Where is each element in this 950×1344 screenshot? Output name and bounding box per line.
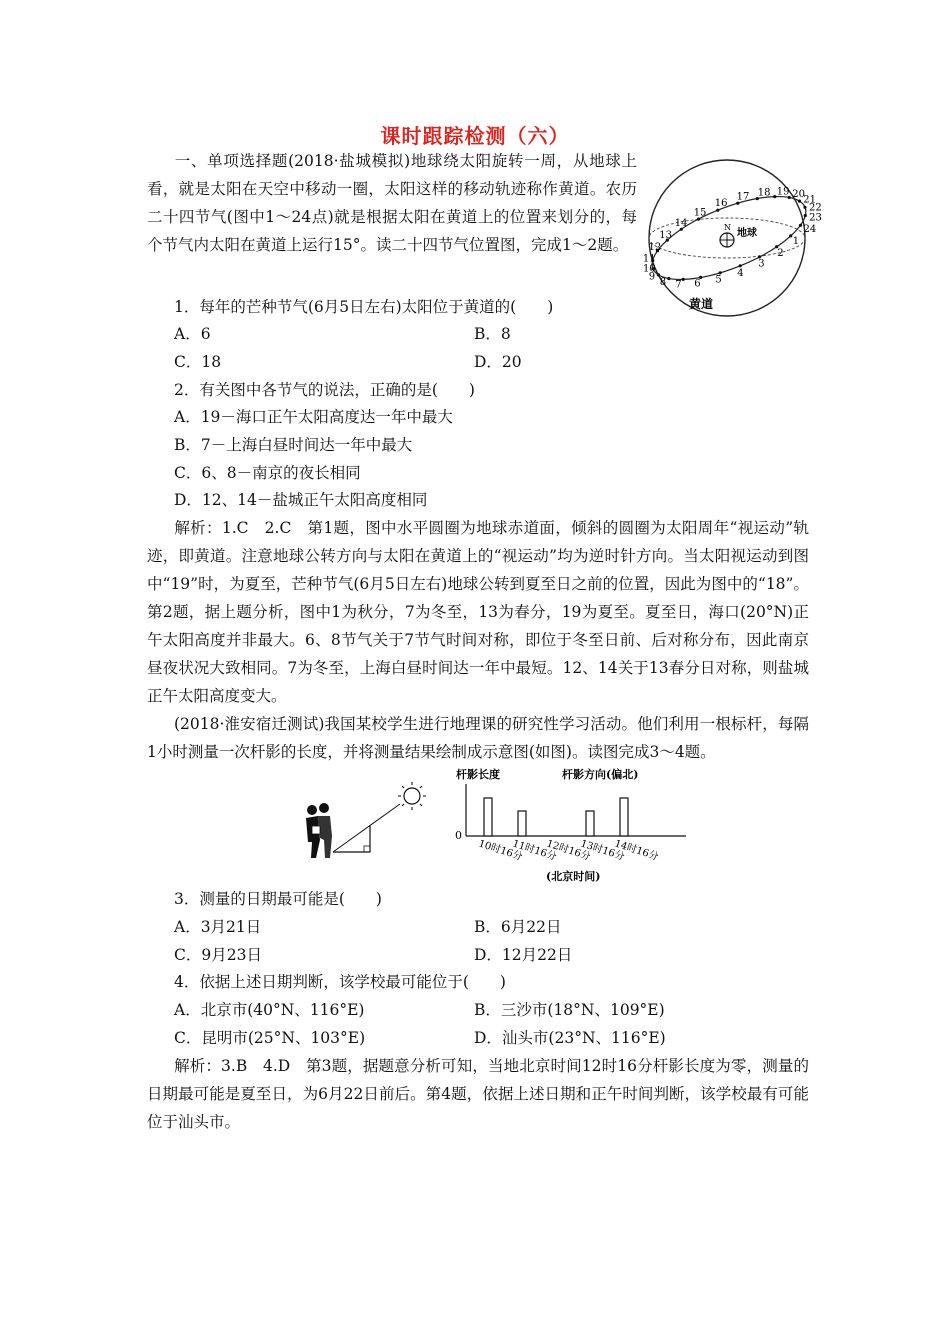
ecliptic-point-label-24: 24 — [803, 223, 817, 235]
ecliptic-point-label-2: 2 — [777, 247, 784, 259]
ecliptic-point-label-8: 8 — [659, 277, 667, 288]
question-1-option-b[interactable]: B．8 — [474, 325, 511, 343]
ecliptic-point-label-12: 12 — [648, 242, 662, 254]
question-3-stem: 3．测量的日期最可能是( ) — [174, 890, 382, 908]
intro-2-text: (2018·淮安宿迁测试)我国某校学生进行地理课的研究性学习活动。他们利用一根标杆，每隔1小时测量一次杆影的长度，并将测量结果绘制成示意图(如图)。读图完成3～4题。 — [147, 715, 809, 761]
ecliptic-point-8 — [667, 277, 670, 280]
ecliptic-point-label-19: 19 — [776, 186, 790, 198]
chart-bar-3 — [586, 811, 594, 836]
ecliptic-point-label-17: 17 — [736, 191, 750, 203]
ecliptic-point-label-6: 6 — [694, 278, 701, 290]
right-angle-mark — [364, 846, 370, 852]
intro-paragraph — [147, 147, 637, 259]
ecliptic-point-label-15: 15 — [693, 207, 707, 219]
analysis-1 — [147, 514, 809, 710]
chart-ylabel: 杆影长度 — [456, 768, 500, 781]
question-2-option-a[interactable]: A．19－海口正午太阳高度达一年中最大 — [174, 408, 453, 426]
chart-bars — [484, 798, 628, 836]
ecliptic-point-24 — [799, 224, 802, 227]
ecliptic-point-label-7: 7 — [675, 279, 682, 291]
page-title: 课时跟踪检测（六） — [380, 124, 570, 148]
ecliptic-point-label-3: 3 — [758, 258, 765, 270]
ecliptic-point-label-10: 10 — [643, 263, 656, 275]
north-label: N — [724, 223, 731, 232]
chart-bar-1 — [518, 811, 526, 836]
ecliptic-point-label-5: 5 — [715, 274, 722, 286]
sun-ray — [333, 804, 400, 852]
question-3-option-d[interactable]: D．12月22日 — [474, 946, 573, 964]
shadow-length-chart — [450, 764, 690, 888]
chart-direction-label: 杆影方向(偏北) — [562, 768, 639, 781]
question-1-option-d[interactable]: D．20 — [474, 353, 522, 371]
ecliptic-point-23 — [804, 214, 807, 217]
chart-tick-label-4: 14时16分 — [613, 838, 660, 863]
chart-tick-label-1: 11时16分 — [511, 838, 558, 863]
ecliptic-point-label-20: 20 — [792, 189, 806, 200]
question-4-option-d[interactable]: D．汕头市(23°N、116°E) — [474, 1029, 666, 1047]
question-2-option-c[interactable]: C．6、8－南京的夜长相同 — [174, 464, 361, 482]
intro-2-paragraph — [147, 710, 809, 766]
question-3-option-b[interactable]: B．6月22日 — [474, 918, 562, 936]
chart-bar-4 — [620, 798, 628, 836]
intro-text: 一、单项选择题(2018·盐城模拟)地球绕太阳旋转一周，从地球上看，就是太阳在天空中移动一圈，太阳这样的移动轨迹称作黄道。农历二十四节气(图中1～24点)就是根据太阳在黄道上的位置来划分的，每个节气内太阳在黄道上运行15°。读二十四节气位置图，完成1～2题。 — [147, 152, 637, 254]
ecliptic-point-label-9: 9 — [648, 271, 656, 283]
ecliptic-point-label-11: 11 — [642, 253, 656, 265]
ecliptic-point-label-23: 23 — [809, 212, 822, 224]
chart-xlabel: (北京时间) — [546, 870, 601, 883]
solar-terms-diagram — [642, 150, 822, 325]
ecliptic-point-label-22: 22 — [809, 202, 822, 214]
question-3-option-a[interactable]: A．3月21日 — [174, 918, 262, 936]
chart-zero-label: 0 — [455, 829, 462, 842]
students-figure — [306, 803, 332, 858]
analysis-2-text: 解析：3.B 4.D 第3题，据题意分析可知，当地北京时间12时16分杆影长度为零，测量的日期最可能是夏至日，为6月22日前后。第4题，依据上述日期和正午时间判断，该学校最有可能位于汕头市。 — [147, 1057, 809, 1131]
chart-bar-0 — [484, 798, 492, 836]
ecliptic-point-label-18: 18 — [757, 187, 771, 199]
sun-icon — [398, 782, 426, 810]
chart-tick-label-0: 10时16分 — [477, 838, 524, 863]
ecliptic-point-22 — [803, 206, 806, 209]
chart-tick-label-2: 12时16分 — [545, 838, 592, 863]
question-1-option-c[interactable]: C．18 — [174, 353, 222, 371]
ecliptic-point-label-13: 13 — [659, 230, 673, 242]
question-1-option-a[interactable]: A．6 — [174, 325, 211, 343]
chart-tick-labels — [477, 836, 660, 862]
ecliptic-label: 黄道 — [689, 297, 714, 311]
analysis-2 — [147, 1052, 809, 1136]
ecliptic-point-label-4: 4 — [737, 267, 744, 279]
question-4-stem: 4．依据上述日期判断，该学校最可能位于( ) — [174, 973, 506, 991]
question-3-option-c[interactable]: C．9月23日 — [174, 946, 262, 964]
question-4-option-c[interactable]: C．昆明市(25°N、103°E) — [174, 1029, 366, 1047]
analysis-1-text: 解析：1.C 2.C 第1题，图中水平圆圈为地球赤道面，倾斜的圆圈为太阳周年“视运动”轨迹，即黄道。注意地球公转方向与太阳在黄道上的“视运动”均为逆时针方向。当太阳视运动到图中“19”时，为夏至，芒种节气(6月5日左右)地球公转到夏至日之前的位置，因此为图中的“18”。第2题，据上题分析，图中1为秋分，7为冬至，13为春分，19为夏至。夏至日，海口(20°N)正午太阳高度并非最大。6、8节气关于7节气时间对称，即位于冬至日前、后对称分布，因此南京昼夜状况大致相同。7为冬至，上海白昼时间达一年中最短。12、14关于13春分日对称，则盐城正午太阳高度变大。 — [147, 519, 809, 705]
ecliptic-point-label-16: 16 — [714, 198, 728, 210]
ecliptic-point-label-14: 14 — [674, 218, 688, 230]
question-4-option-b[interactable]: B．三沙市(18°N、109°E) — [474, 1001, 665, 1019]
question-2-stem: 2．有关图中各节气的说法，正确的是( ) — [174, 381, 475, 399]
question-1-stem: 1．每年的芒种节气(6月5日左右)太阳位于黄道的( ) — [174, 298, 554, 316]
ecliptic-point-7 — [682, 278, 685, 281]
ecliptic-point-label-1: 1 — [792, 235, 800, 247]
chart-tick-label-3: 13时16分 — [579, 838, 626, 863]
pole-shadow-illustration — [300, 780, 440, 862]
ecliptic-point-label-21: 21 — [803, 194, 817, 206]
earth-label: 地球 — [737, 228, 757, 239]
question-2-option-d[interactable]: D．12、14－盐城正午太阳高度相同 — [174, 491, 428, 509]
question-2-option-b[interactable]: B．7－上海白昼时间达一年中最大 — [174, 436, 413, 454]
question-4-option-a[interactable]: A．北京市(40°N、116°E) — [174, 1001, 365, 1019]
